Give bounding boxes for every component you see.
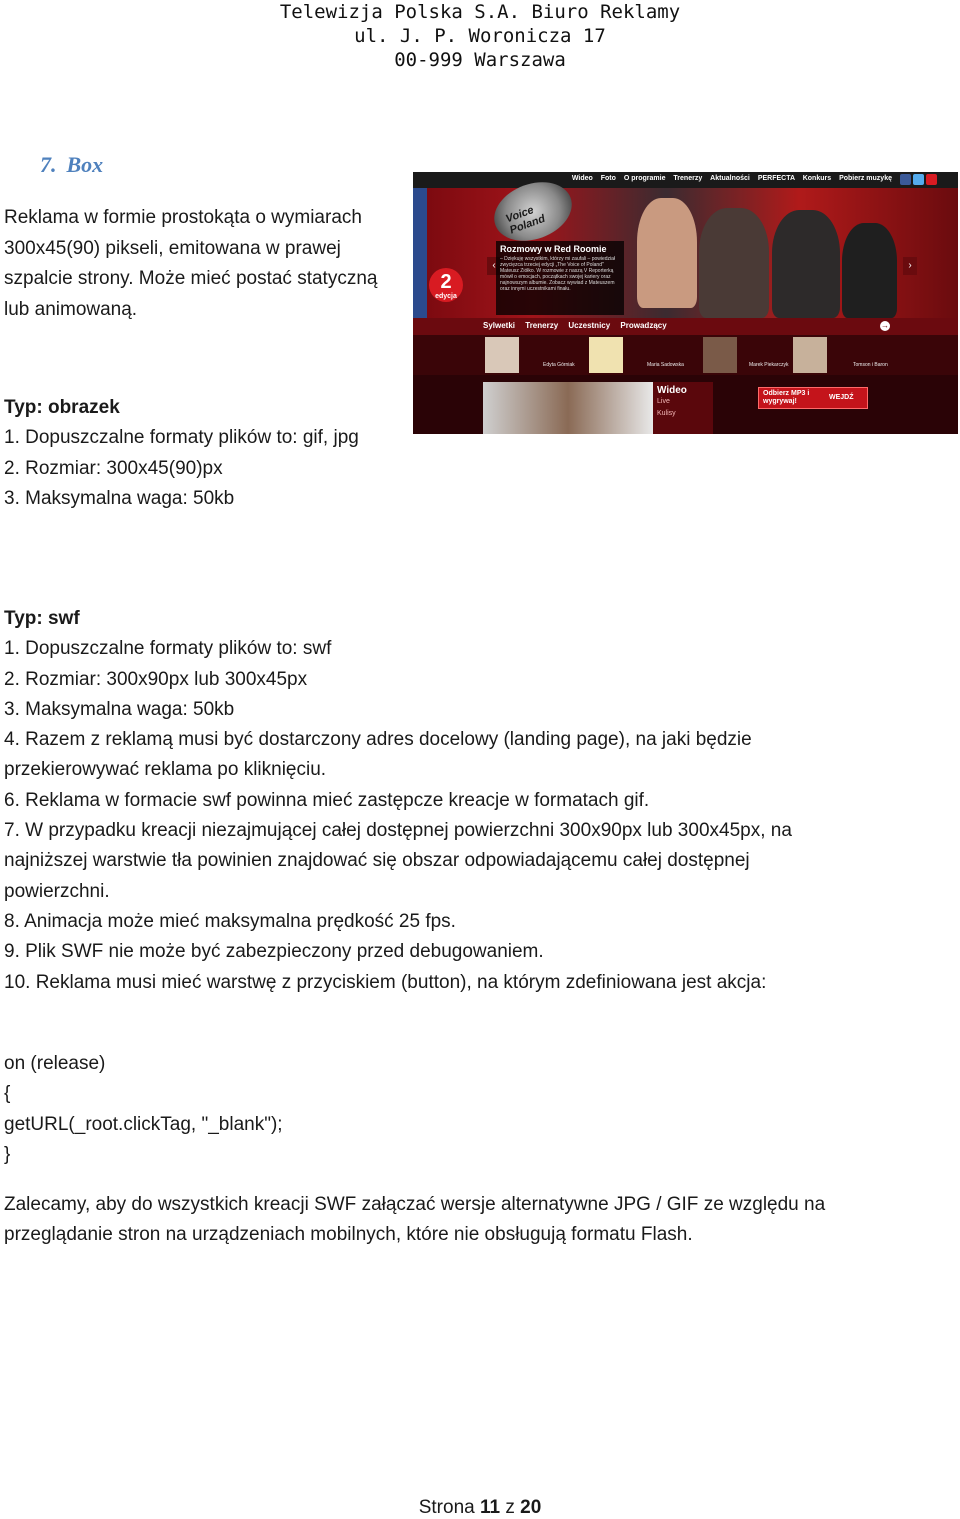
type-swf-item: 2. Rozmiar: 300x90px lub 300x45px — [4, 668, 308, 690]
section-heading — [40, 152, 103, 178]
screenshot-nav-item: Wideo — [571, 175, 593, 182]
recommendation-line: Zalecamy, aby do wszystkich kreacji SWF załączać wersje alternatywne JPG / GIF ze względu na — [4, 1194, 826, 1215]
type-image-title: Typ: obrazek — [4, 397, 120, 418]
letterhead-street: ul. J. P. Woronicza 17 — [354, 25, 606, 47]
badge-number: 2 — [440, 271, 452, 293]
screenshot-nav-item: Foto — [600, 175, 616, 182]
news-panel — [496, 241, 624, 315]
person-photo — [772, 210, 840, 318]
type-image-item: 2. Rozmiar: 300x45(90)px — [4, 457, 223, 479]
thumbnail-caption: Edyta Górniak — [543, 362, 575, 368]
type-swf-item: 1. Dopuszczalne formaty plików to: swf — [4, 638, 332, 660]
type-swf-item: najniższej warstwie tła powinien znajdować się obszar odpowiadającemu całej dostępnej — [4, 850, 750, 872]
code-line: on (release) — [4, 1053, 106, 1074]
intro-line: 300x45(90) pikseli, emitowana w prawej — [4, 237, 341, 259]
type-swf-item: przekierowywać reklama po kliknięciu. — [4, 759, 327, 781]
arrow-right-icon: → — [881, 321, 889, 330]
section-bar-item: Prowadzący — [620, 321, 667, 330]
type-swf-section — [4, 604, 954, 998]
ad-text: Odbierz MP3 i wygrywaj! — [763, 390, 810, 405]
thumbnail — [793, 337, 827, 373]
ad-cta: WEJDŹ — [829, 394, 854, 401]
screenshot-section-bar — [413, 318, 958, 335]
code-line: } — [4, 1143, 11, 1165]
type-image-section — [4, 393, 954, 514]
thumbnail-caption: Tomson i Baron — [853, 362, 888, 368]
type-swf-item: 9. Plik SWF nie może być zabezpieczony przed debugowaniem. — [4, 941, 544, 963]
screenshot-nav-item: PERFECTA — [757, 175, 795, 182]
page-footer — [0, 1497, 960, 1519]
type-swf-item: 4. Razem z reklamą musi być dostarczony adres docelowy (landing page), na jaki będzie — [4, 729, 752, 751]
intro-line: szpalcie strony. Może mieć postać statyczną — [4, 268, 378, 289]
person-photo — [637, 198, 697, 308]
type-image-item: 3. Maksymalna waga: 50kb — [4, 487, 235, 509]
news-panel-text: – Dziękuję wszystkim, którzy mi zaufali – powiedział zwycięzca trzeciej edycji „The Voice of Poland" Mateusz Ziółko. W rozmowie z naszą V Reporterką mówił o emocjach, początkach swojej kariery oraz najnowszym albumie. Zobacz wywiad z Mateuszem oraz innymi uczestnikami finału. — [500, 256, 616, 292]
youtube-icon — [926, 174, 937, 185]
person-photo — [842, 223, 897, 318]
thumbnail-caption: Maria Sadowska — [647, 362, 684, 368]
type-swf-item: 10. Reklama musi mieć warstwę z przyciskiem (button), na którym zdefiniowana jest akcja: — [4, 971, 767, 993]
section-bar-item: Uczestnicy — [568, 321, 611, 330]
screenshot-thumbnails — [413, 335, 958, 375]
thumbnail — [485, 337, 519, 373]
screenshot-nav-item: Pobierz muzykę — [839, 175, 892, 182]
type-swf-item: 7. W przypadku kreacji niezajmującej całej dostępnej powierzchni 300x90px lub 300x45px, na — [4, 820, 792, 842]
recommendation-line: przeglądanie stron na urządzeniach mobilnych, które nie obsługują formatu Flash. — [4, 1224, 693, 1246]
footer-prefix: Strona — [418, 1497, 475, 1518]
screenshot-top-nav — [413, 172, 958, 188]
section-number: 7. — [40, 152, 57, 177]
recommendation-paragraph — [4, 1190, 954, 1251]
thumbnail — [703, 337, 737, 373]
intro-line: Reklama w formie prostokąta o wymiarach — [4, 207, 362, 228]
footer-total-pages: 20 — [520, 1497, 542, 1518]
video-link: Live — [657, 398, 670, 405]
twitter-icon — [913, 174, 924, 185]
screenshot-nav-item: Trenerzy — [673, 175, 703, 182]
type-image-item: 1. Dopuszczalne formaty plików to: gif, jpg — [4, 427, 359, 449]
intro-line: lub animowaną. — [4, 298, 138, 320]
badge-label: edycja — [435, 293, 457, 300]
letterhead — [0, 0, 960, 72]
screenshot-sidebar — [413, 188, 427, 318]
thumbnail — [589, 337, 623, 373]
letterhead-company: Telewizja Polska S.A. Biuro Reklamy — [279, 1, 681, 23]
type-swf-item: 6. Reklama w formacie swf powinna mieć zastępcze kreacje w formatach gif. — [4, 789, 650, 811]
letterhead-city: 00-999 Warszawa — [394, 49, 566, 71]
footer-page-number: 11 — [479, 1497, 501, 1518]
voice-logo-icon: Voice Poland — [486, 172, 580, 251]
person-photo — [699, 208, 769, 318]
news-panel-title: Rozmowy w Red Roomie — [500, 244, 607, 254]
section-bar-item: Sylwetki — [483, 321, 516, 330]
thumbnail-caption: Marek Piekarczyk — [749, 362, 789, 368]
code-snippet — [4, 1049, 954, 1170]
section-bar-item: Trenerzy — [525, 321, 559, 330]
type-swf-item: powierzchni. — [4, 880, 110, 902]
screenshot-nav-item: Aktualności — [710, 175, 750, 182]
screenshot-nav-item: Konkurs — [802, 175, 832, 182]
facebook-icon — [900, 174, 911, 185]
code-line: { — [4, 1083, 11, 1105]
edition-badge — [429, 268, 463, 302]
chevron-left-icon: ‹ — [487, 257, 501, 275]
type-swf-item: 8. Animacja może mieć maksymalna prędkość 25 fps. — [4, 910, 456, 932]
code-line: getURL(_root.clickTag, "_blank"); — [4, 1113, 283, 1135]
video-title: Wideo — [657, 385, 687, 396]
intro-paragraph — [4, 203, 404, 325]
video-link: Kulisy — [657, 410, 676, 417]
footer-separator: z — [505, 1497, 515, 1518]
type-swf-item: 3. Maksymalna waga: 50kb — [4, 698, 235, 720]
section-title: Box — [66, 152, 104, 177]
chevron-right-icon: › — [903, 257, 917, 275]
screenshot-nav-item: O programie — [623, 175, 666, 182]
type-swf-title: Typ: swf — [4, 608, 80, 629]
